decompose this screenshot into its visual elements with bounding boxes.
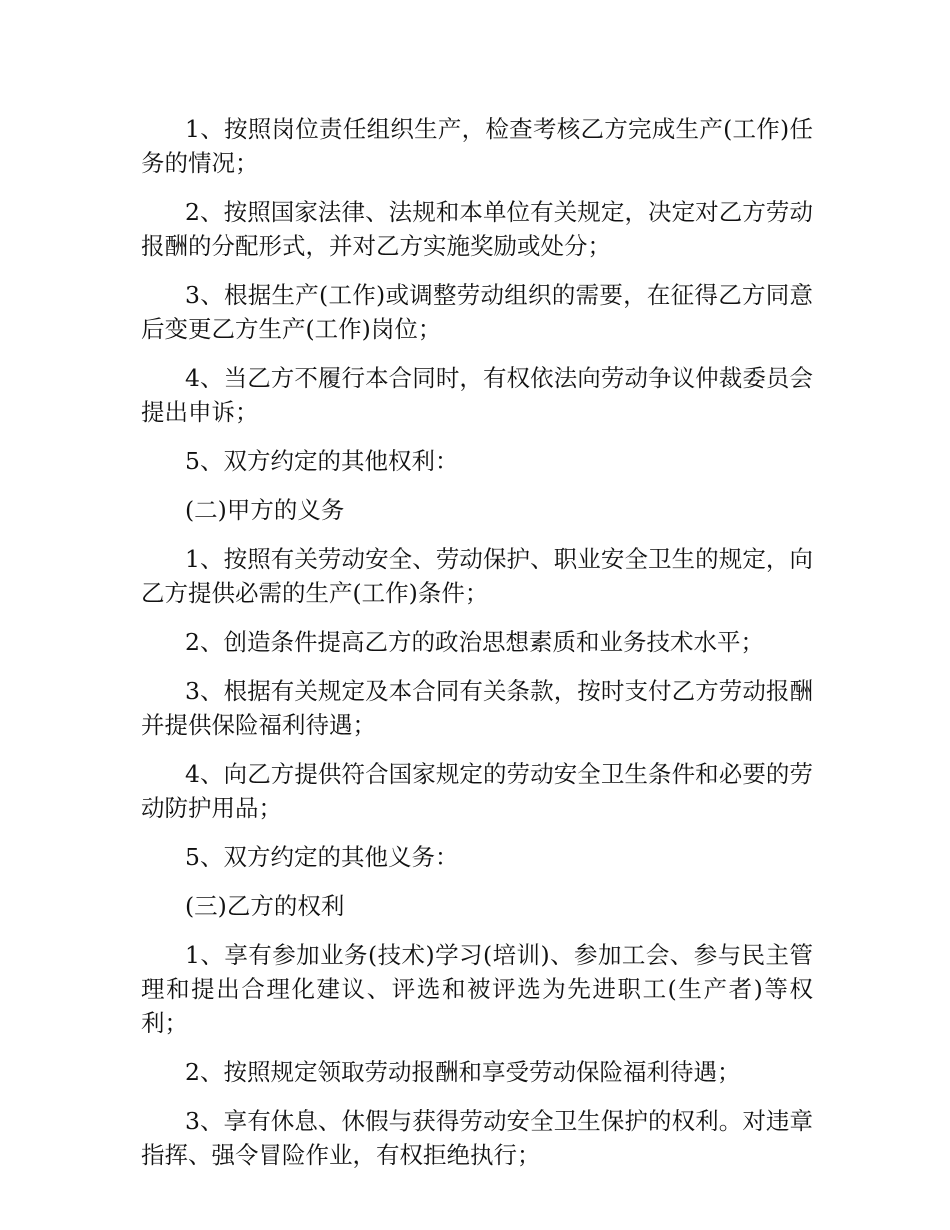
paragraph-employer-obligation-3: 3、根据有关规定及本合同有关条款，按时支付乙方劳动报酬并提供保险福利待遇； <box>141 677 813 739</box>
paragraph-employer-obligation-4: 4、向乙方提供符合国家规定的劳动安全卫生条件和必要的劳动防护用品； <box>141 760 813 822</box>
paragraph-employer-obligation-5: 5、双方约定的其他义务： <box>185 843 459 871</box>
paragraph-employee-right-3: 3、享有休息、休假与获得劳动安全卫生保护的权利。对违章指挥、强令冒险作业，有权拒绝执行； <box>141 1107 813 1169</box>
paragraph-employer-right-4: 4、当乙方不履行本合同时，有权依法向劳动争议仲裁委员会提出申诉； <box>141 364 813 426</box>
paragraph-employer-obligation-1: 1、按照有关劳动安全、劳动保护、职业安全卫生的规定，向乙方提供必需的生产(工作)条件； <box>141 545 813 607</box>
section-heading-employer-obligations: (二)甲方的义务 <box>185 496 345 524</box>
paragraph-employer-right-2: 2、按照国家法律、法规和本单位有关规定，决定对乙方劳动报酬的分配形式，并对乙方实施奖励或处分； <box>141 198 813 260</box>
paragraph-employee-right-1: 1、享有参加业务(技术)学习(培训)、参加工会、参与民主管理和提出合理化建议、评选和被评选为先进职工(生产者)等权利； <box>141 941 813 1037</box>
paragraph-employer-right-5: 5、双方约定的其他权利： <box>185 447 459 475</box>
document-body <box>141 112 813 1187</box>
paragraph-employer-right-1: 1、按照岗位责任组织生产，检查考核乙方完成生产(工作)任务的情况； <box>141 115 813 177</box>
paragraph-employee-right-2: 2、按照规定领取劳动报酬和享受劳动保险福利待遇； <box>185 1058 741 1086</box>
section-heading-employee-rights: (三)乙方的权利 <box>185 892 345 920</box>
paragraph-employer-right-3: 3、根据生产(工作)或调整劳动组织的需要，在征得乙方同意后变更乙方生产(工作)岗位； <box>141 281 813 343</box>
paragraph-employer-obligation-2: 2、创造条件提高乙方的政治思想素质和业务技术水平； <box>185 628 764 656</box>
